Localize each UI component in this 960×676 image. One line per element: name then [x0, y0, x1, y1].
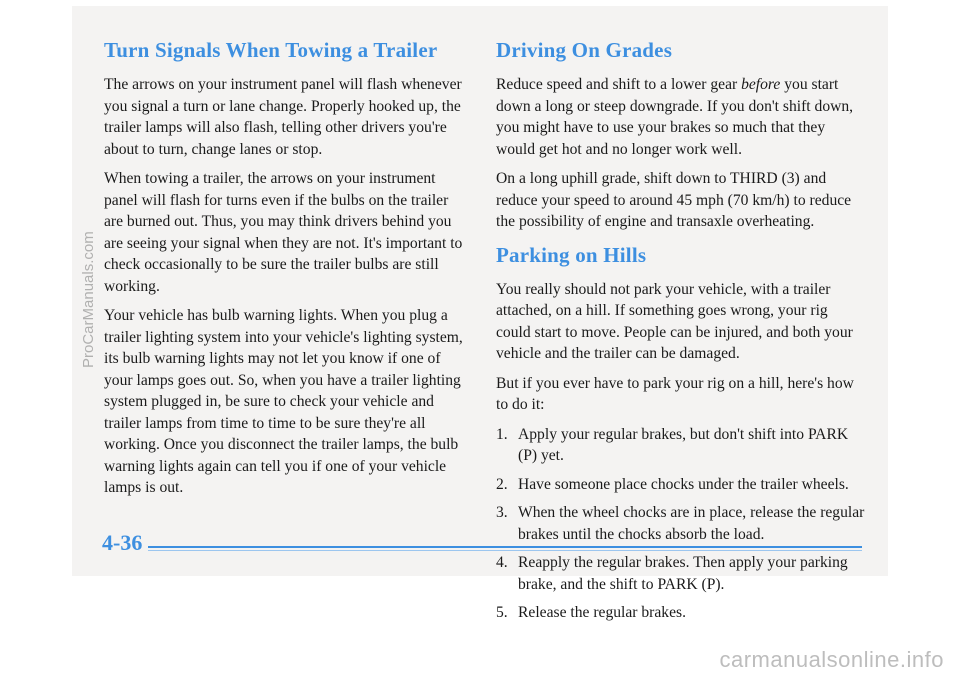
step-number: 5. — [496, 604, 508, 621]
parking-step — [496, 502, 866, 545]
turn-signals-paragraph-2: When towing a trailer, the arrows on your instrument panel will flash for turns even if the bulbs on the trailer are burned out. Thus, you may think drivers behind you are seeing your signal when they are not. It's important to check occasionally to be sure the trailer bulbs are still working. — [104, 170, 463, 295]
parking-step — [496, 474, 866, 496]
parking-on-hills-paragraph-1: You really should not park your vehicle, with a trailer attached, on a hill. If something goes wrong, your rig could start to move. People can be injured, and both your vehicle and the trailer can be damaged. — [496, 280, 853, 362]
step-number: 3. — [496, 504, 508, 521]
driving-on-grades-paragraph-2: On a long uphill grade, shift down to THIRD (3) and reduce your speed to around 45 mph (70 km/h) to reduce the possibility of engine and transaxle overheating. — [496, 170, 852, 230]
step-number: 4. — [496, 554, 508, 571]
step-text: Have someone place chocks under the trailer wheels. — [518, 475, 849, 493]
driving-on-grades-heading: Driving On Grades — [496, 38, 673, 62]
side-watermark: ProCarManuals.com — [80, 231, 97, 368]
step-text: Apply your regular brakes, but don't shift into PARK (P) yet. — [518, 425, 849, 464]
parking-on-hills-paragraph-2: But if you ever have to park your rig on a hill, here's how to do it: — [496, 374, 854, 413]
step-number: 1. — [496, 425, 508, 443]
p1-after: you start down a long or steep downgrade. If you don't shift down, you might have to use your brakes so much that they would get hot and no longer work well. — [496, 76, 854, 158]
turn-signals-paragraph-3: Your vehicle has bulb warning lights. When you plug a trailer lighting system into your vehicle's lighting system, its bulb warning lights may not let you know if one of your lamps goes out. So, when you have a trailer lighting system plugged in, be sure to check your vehicle and trailer lamps from time to time to be sure they're all working. Once you disconnect the trailer lamps, the bulb warning lights again can tell you if one of your vehicle lamps is out. — [104, 307, 463, 496]
parking-step — [496, 552, 866, 595]
bottom-watermark: carmanualsonline.info — [719, 647, 944, 672]
step-number: 2. — [496, 475, 508, 493]
right-column — [496, 36, 866, 631]
p1-emphasis: before — [741, 76, 781, 93]
page-number: 4-36 — [102, 530, 143, 555]
turn-signals-heading: Turn Signals When Towing a Trailer — [104, 38, 438, 62]
footer-rule — [148, 546, 862, 548]
parking-steps-list — [496, 424, 866, 624]
step-text: When the wheel chocks are in place, release the regular brakes until the chocks absorb the load. — [518, 504, 865, 543]
step-text: Reapply the regular brakes. Then apply your parking brake, and the shift to PARK (P). — [518, 554, 848, 593]
driving-on-grades-paragraph-1 — [496, 74, 866, 160]
parking-step — [496, 602, 866, 624]
footer-rule-thin — [148, 550, 862, 551]
step-text: Release the regular brakes. — [518, 604, 686, 621]
parking-step — [496, 424, 866, 467]
turn-signals-paragraph-1: The arrows on your instrument panel will flash whenever you signal a turn or lane change. Properly hooked up, the trailer lamps will also flash, telling other drivers you're about to turn, change lanes or stop. — [104, 76, 462, 158]
p1-before: Reduce speed and shift to a lower gear — [496, 76, 742, 93]
left-column — [104, 36, 466, 507]
parking-on-hills-heading: Parking on Hills — [496, 242, 647, 267]
